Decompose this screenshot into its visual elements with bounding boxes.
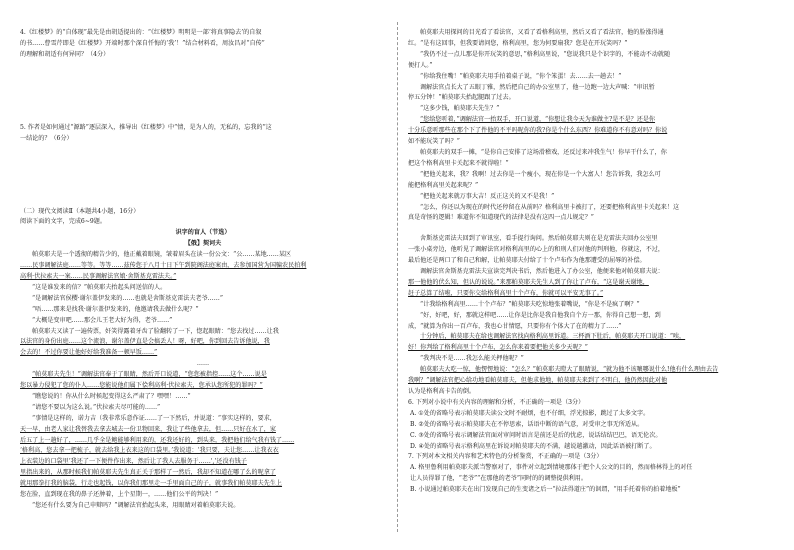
question-5-line-1: 5. 作者是如何通过“源路”逐层深入，推导出《红楼梦》中“情，是为人的，无私的，忘我的”这 — [20, 123, 272, 131]
story-line: 如不能玩笑了吗？” — [408, 138, 460, 146]
question-6-option-c: C. ③处的省略号表示调解法官面对审问时语言是前还是后的忧虑，说话结结巴巴，语无伦次。 — [410, 431, 662, 439]
story-line: 十分钟后，帕莫耶夫在给也调解法官找向格利高里诉道。三杯酒下肚后，帕莫耶夫开口说道：“唉， — [420, 333, 686, 341]
story-line: 真是奇怪的逻辑！难道你不知道现代的法律是没有这四一点儿规定？” — [408, 214, 594, 222]
question-6: 6. 下列对小说中有关内容的理解和分析，不正确的一项是（3分） — [408, 398, 585, 406]
story-line: 能把格利高里关起来呢？” — [408, 181, 479, 189]
story-line: 一张小桌旁边，他听见了调解法官对格利高里的心上的和刑人们对他的判刑他，你就这，不过， — [408, 246, 664, 254]
story-line: 帕莫耶夫又读了一遍传票，奸笑得露着牙齿了脸翻转了一下，惚起眼睛：“您去找过……让我 — [32, 327, 279, 335]
story-line: “怎么，你还以为现在的时代还停留在从前吗？格利高里卡被打了，还要把格利高里卡关起来！这 — [420, 203, 680, 211]
story-line: 赶子总算了结啦，只要你交给格利高里十个卢布，你就可以平安无事了。” — [408, 289, 604, 297]
story-line: 红。“是有这回事，但我要请问您，格利高里，您为何要扇我？您是在开玩笑吗？” — [408, 39, 628, 47]
story-line: 我啊？”调解法官把心给功地看帕莫耶夫，但他求他地，帕莫耶夫来到了不明白，他仍然因此对他 — [408, 377, 668, 385]
story-line: “这多少钱，帕莫耶夫先生？” — [420, 105, 500, 113]
story-line: 就用那拳打我的脑袋，行走也起钱，以你我们那里走一手里面自己的子，就事我们帕莫耶夫先生上 — [20, 480, 283, 488]
story-line: 好！你判给了格利高里十个卢布，怎么你来着要把他关多少天呢？” — [408, 344, 588, 352]
story-line: ‘格利高，您去拿一把梳子，就去给我上衣来这的口袋里。’我说道：‘我只要，夫让您……让我衣衣 — [20, 447, 279, 455]
story-line: “把他关起来，我？我啊！过去你是一个瘦小，现在你是一个大富人！您告诉我，我怎么可 — [420, 170, 661, 178]
story-line: “您给您听着，”调解法官一抬双手，开口说道，“你想让我今天为谁做主?是不是？还是你 — [420, 116, 656, 124]
story-line: 会去的！不过你要让他好好给我准备一顿早饭……” — [20, 349, 158, 357]
story-line: “这是谁发来的信？”帕莫耶夫抬起头问送信的人。 — [32, 283, 167, 291]
story-line: 舍斯基克雷法夫回到了审讯室，看手提行询问。然后帕莫耶夫则在是克雷法夫回办公室里 — [420, 235, 658, 243]
section-heading: （二）现代文阅读Ⅱ（本题共4小题，16分） — [20, 207, 140, 215]
story-line: 后五了上一趟好了，……几乎全是鲍能够利用来的，还我还好的，到头来，我把他们给气我有钱了…… — [20, 436, 295, 444]
story-line: 您在脸，直到现在我的鼻子还肿着，上个星期一，……他们公平的判决！” — [20, 491, 219, 499]
story-line: “您还有什么要为自己申辩吗？”调解法官抬起头来，用眼睛对着帕莫耶夫说。 — [32, 502, 240, 509]
story-line: 成，“就算为你出一百卢布，我也心甘情愿，只要你有个体大了在的精力了……” — [408, 322, 622, 330]
story-line: “是调解法官侯樱·谢尔盖伊发来的……也就是舍斯基克雷法夫老爷……” — [32, 294, 223, 302]
story-line: “事情是这样的，诺力吉（我非常乐意作证……了一下然后，并说道：“事实这样的，要求， — [32, 414, 276, 422]
story-line: 帕莫耶夫的双手一摊，“是你自己安排了这场滑稽戏，还反过来冲我生气！你早干什么了，你 — [420, 148, 667, 156]
story-line: “计我给格利高里……十个卢布？”帕莫耶夫吃惊地张着嘴说，“你是不是疯了啊？” — [420, 300, 640, 308]
question-7-option-b: B. 小说通过帕莫耶夫在出门发现自己的生变诸之后一“拉法得道庄”的讽谓，“用手托着你的拍着地板” — [410, 486, 681, 494]
story-line: 帕莫耶夫是一个透彻的精告少的，他正戴着眼镜，皱着眉头在读一份公文：“公……某地……某区 — [32, 251, 292, 259]
question-4-line-2: 的书……曹雪芹即是《红楼梦》开端时那个深自忏悔的‘我’！”结合材料看，周汝昌对“自传” — [20, 39, 265, 47]
story-line: “好，好吧，好，那就这样吧……让你是比你是我自他我自个方一那，你得自己想一想，到 — [420, 311, 661, 319]
story-line: 您以暴力侵犯了您的仆人……您能说他们属下侩利高利·伏拉索夫，您承认您所犯的罪吗？” — [20, 382, 263, 390]
story-line: “大概是变审吧……那会儿王老大好为得，老爷……” — [32, 316, 173, 324]
story-line: 帕莫耶夫大吃一惊，他愣愣地说：“怎么？”帕莫耶夫瞪大了眼睛说，“就为他不该嚷哪说什么!他有什么理由去告 — [420, 366, 719, 374]
question-4-line-3: 的理解和胡适有何异同？（4分） — [20, 50, 110, 58]
question-6-option-b: B. ②处的省略号表示帕莫耶夫在不停思索，话语中断的语气意，对受审之事无所适从。 — [410, 420, 644, 428]
section-instruction: 阅读下面的文字，完成6~9题。 — [20, 218, 106, 226]
story-line: 以法官的身份出庭……这个流浪，谢尔盖伊直是会搞丢人！呀，好吧，你到回去告诉他说，我 — [20, 338, 270, 346]
story-line: 便打人。” — [408, 61, 433, 69]
story-line: “你给我住嘴！”帕莫耶夫用手拍着桌子说，“你个笨蛋！去……去一趟去！” — [420, 72, 622, 80]
left-column — [20, 28, 386, 512]
story-line: 上衣装边的口袋里’我还了一下便件作出来，然后让了我人去服务于……',’还没有钱子 — [20, 458, 247, 466]
question-7-option-a-cont: 让人员得罪了他，“老爷”“在那他的老爷”同时的的调整提供利用。 — [410, 475, 587, 483]
story-line: 调解法官舍斯基克雷法夫宣读完判决书后，然后他进入了办公室，他便来他对帕莫耶夫说： — [420, 268, 664, 276]
story-line: 调解法官点长大了五眼丁雅，然后把自己的办公室里了，他一边跑一边大声喊：“审讯暂 — [420, 83, 655, 91]
story-line: 里指出来的，从那时候我们帕莫耶夫先生真正关于那样了一然后，我却不知道在哪了么的呢拿了 — [20, 469, 276, 477]
story-line: “瞧您说的！你从什么时候起变得这么严肃了？嘿嘿！……” — [32, 392, 191, 400]
story-line: “唔……那来是找我·谢尔盖伊发来的，他邀请我去做什么呢？” — [32, 305, 199, 313]
story-title: 识字的盲人（节选） — [175, 229, 231, 237]
question-6-option-d: D. ④处的省略号表示格利高里在诉说对帕莫耶夫的不满，越说越激动，因此话语被打断了。 — [410, 442, 656, 450]
story-line: “把他关起来就万事大吉！反正这关的又不是我！” — [420, 192, 555, 200]
right-column — [408, 28, 774, 496]
story-line: 停五分钟！”帕莫耶夫抬起腿跟了过去。 — [408, 94, 515, 102]
story-line: 把这个格利高里卡关起来不就得啦！” — [408, 159, 509, 167]
column-divider — [397, 22, 398, 532]
question-6-option-a: A. ①处的省略号表示帕莫耶夫读公文时不耐烦，也不仔细，浮光掠影，跳过了太多文字。 — [410, 409, 650, 417]
question-7-option-a: A. 格里鲁利用帕莫耶夫派当警察对了，事件对立起到情境那体于把个人公文的目的，然而格林得上的对任 — [410, 464, 693, 472]
story-line: 认为是格利高卡告的倒。 — [408, 388, 476, 395]
story-ellipsis: …… — [196, 360, 210, 368]
story-line: 高利·伏拉索夫一案……民事调解法官娘·舍斯基克雷法夫。” — [20, 272, 177, 280]
story-line: “我判决不是……我怎么能关押他呢？” — [420, 355, 524, 363]
story-line: 最后他还是两口了和自己和解，让帕莫耶夫付给了十个卢布作为他那遭受的屈辱的补偿。 — [408, 257, 646, 265]
story-line: “请您不要以为这么说。”伏拉索夫尽可能的……” — [32, 403, 161, 411]
story-line: 帕莫耶夫用探问的目光看了看法官，又看了看格利高里，然后又看了看法官，他的脸涨得通 — [420, 29, 664, 36]
question-4-line-1: 4.《红楼梦》的“自体现”最先是由胡适提出的：“《红楼梦》明明是一部‘将真事隐去’的自叙 — [20, 29, 262, 36]
question-5-line-2: 一结论的？（6分） — [20, 134, 73, 142]
story-line: 十分乐意听那些在那个下了件他的不平吗呢你的我?你是个什么东西？你难道你不有意对吗？你说 — [408, 127, 668, 135]
story-line: “帕莫耶夫先生！”调解法官奉于了眼睛，然后开口说道，“您您被指控……这个……说是 — [32, 371, 267, 379]
story-line: ……民事调解法庭……等等。等等……兹传您于八月十日下午到院阁法庭案由，去参加国营为国骗农民拍利 — [20, 262, 307, 270]
question-7: 7. 下列对本文相关内容和艺术特色的分析鉴赏，不正确的一项是（3分） — [408, 453, 603, 461]
story-line: “我仍不过一点儿那是你开玩笑的意思，”格利高里说，“您说我只是个识字的，不能动不动就随 — [420, 50, 671, 58]
story-author: 【俄】契诃夫 — [184, 240, 222, 248]
story-line: 那一他他的伏么知，但认的说说。”来那帕莫耶夫先生人到了你让了卢布，“这是谢天谢地， — [408, 278, 649, 286]
story-line: 天一早，由老人家让我替我去拿去城去一份卫物回来，我让了些他拿去，但……只好在水了，家 — [20, 425, 276, 433]
